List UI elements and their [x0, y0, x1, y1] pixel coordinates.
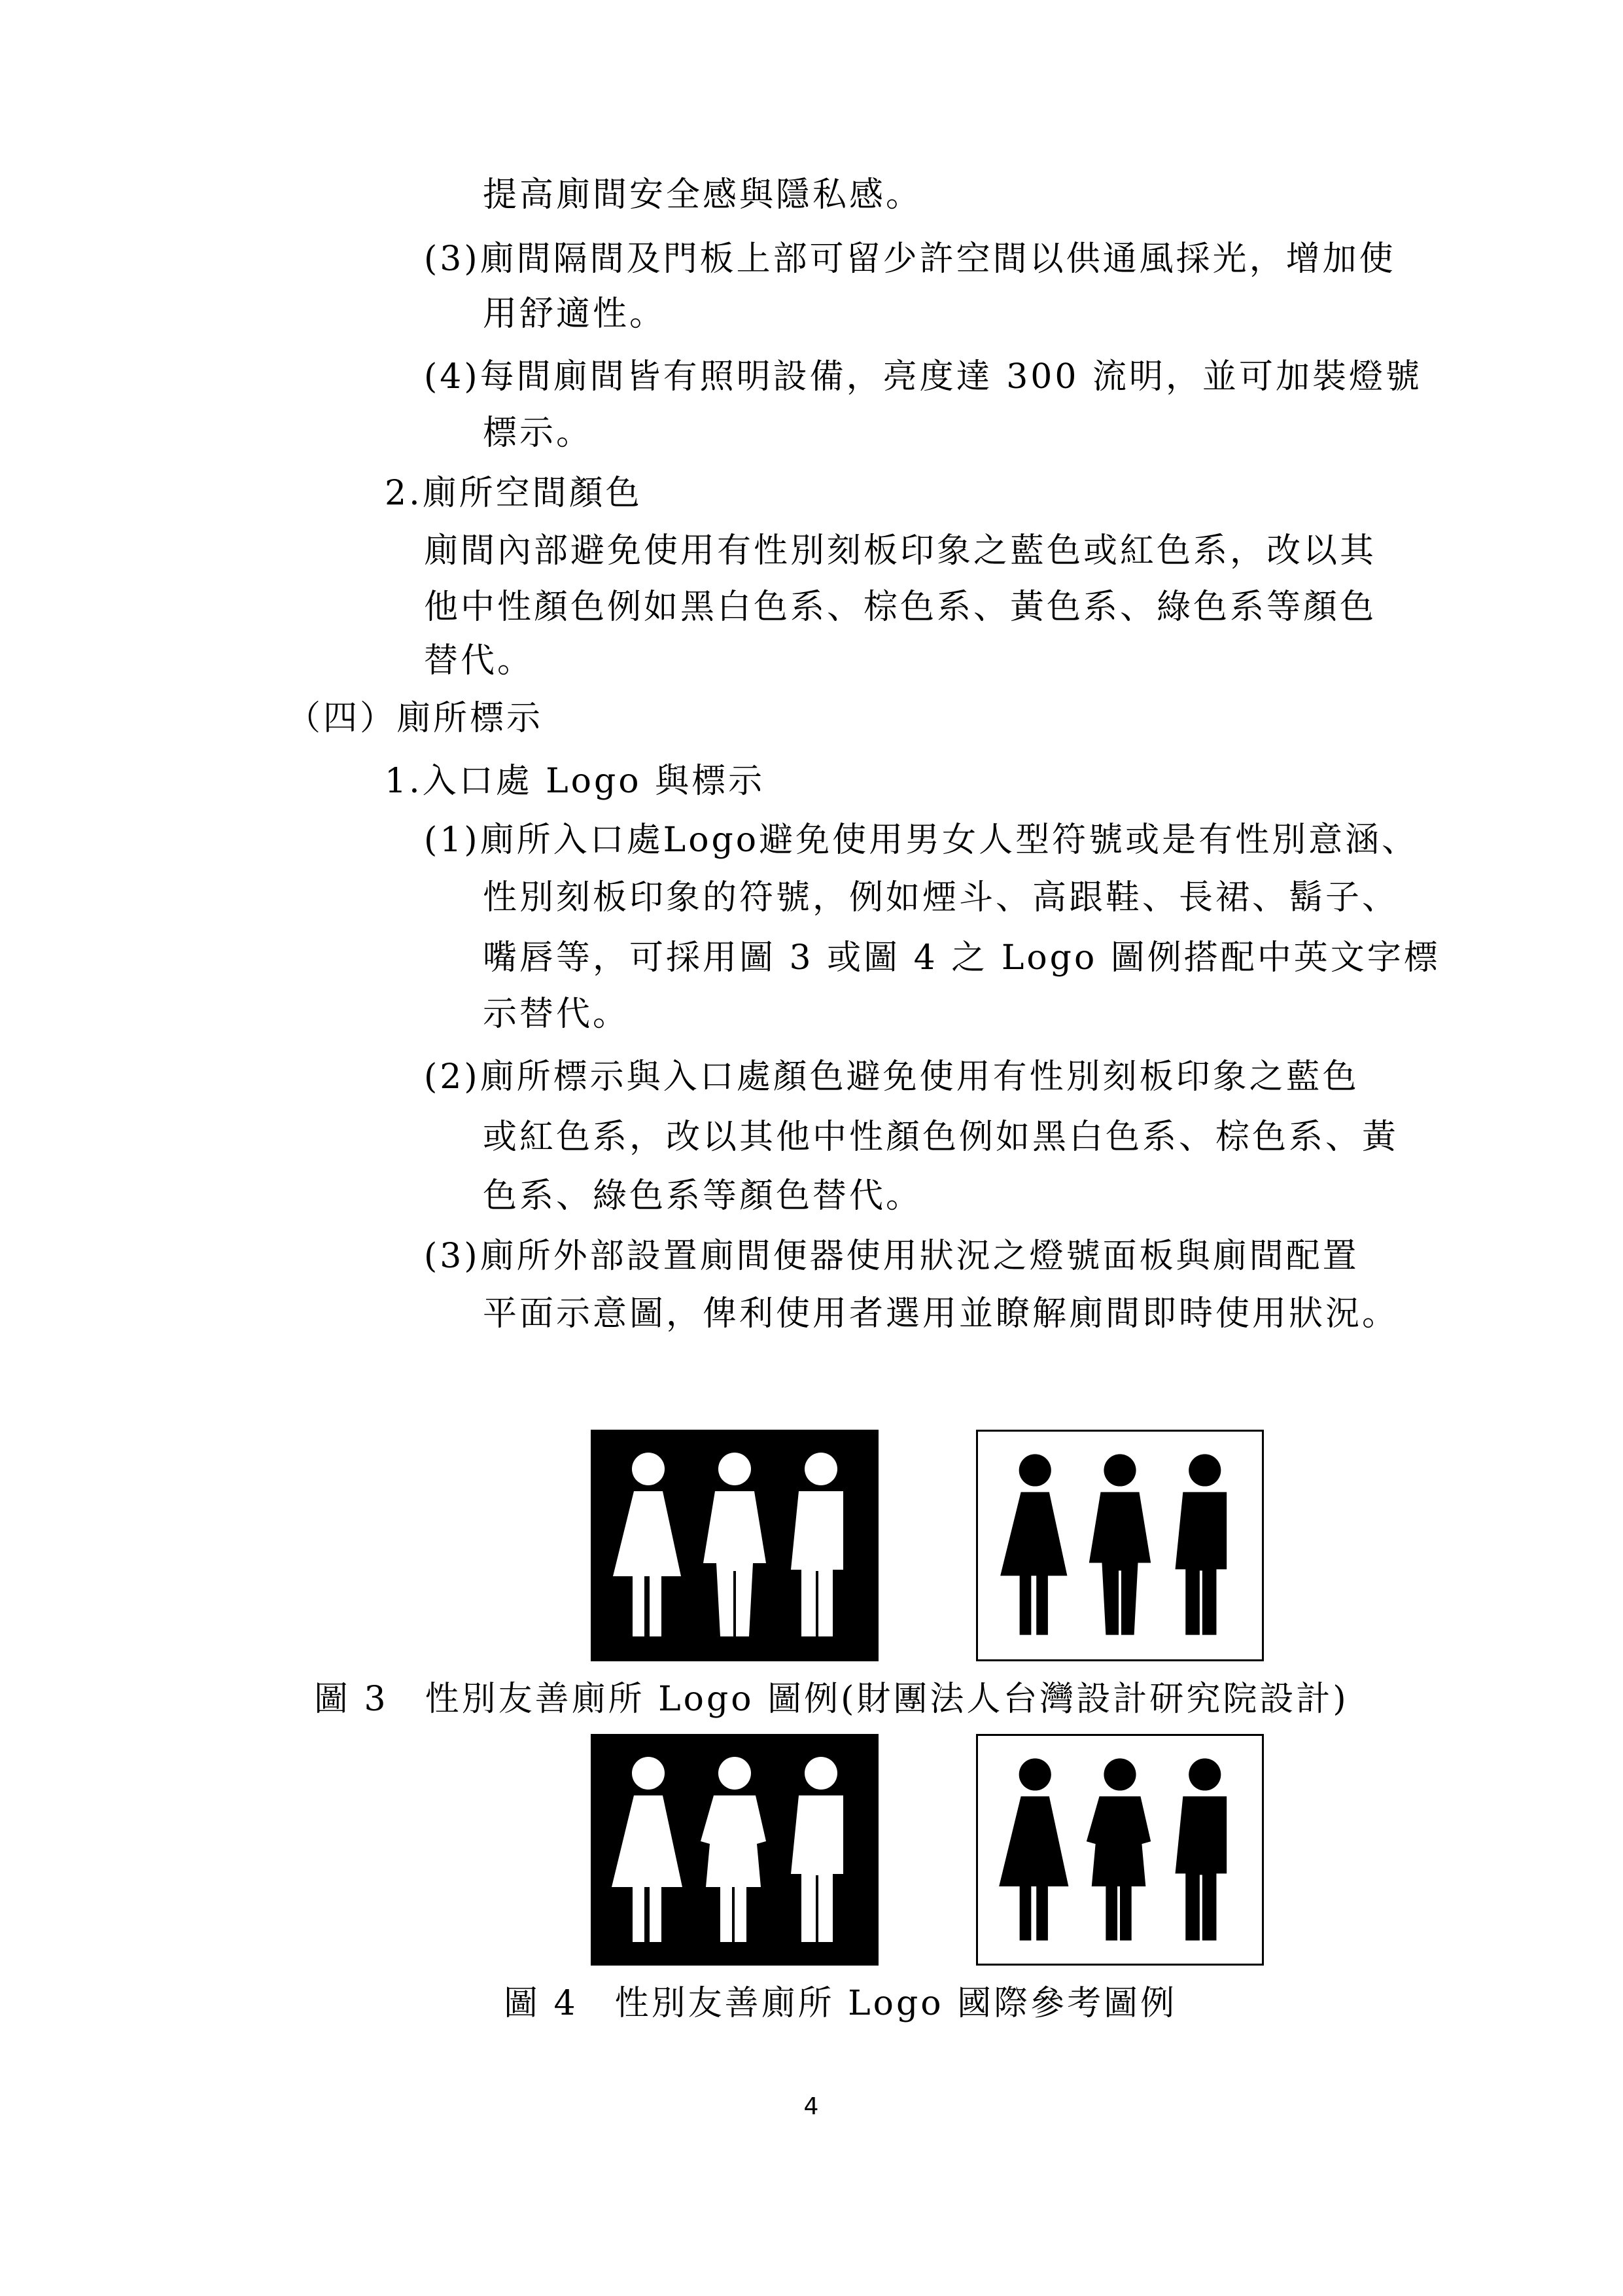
section-heading-4: （四）廁所標示 [287, 699, 544, 738]
figure-4-logo-dark [591, 1734, 879, 1966]
section-heading-1: 1.入口處 Logo 與標示 [385, 762, 765, 801]
figure-4-logo-light [976, 1734, 1264, 1966]
text-line-17: 或紅色系，改以其他中性顏色例如黑白色系、棕色系、黃 [483, 1118, 1399, 1157]
text-line-16: (2)廁所標示與入口處顏色避免使用有性別刻板印象之藍色 [424, 1057, 1359, 1097]
figure-3-caption: 圖 3 性別友善廁所 Logo 圖例(財團法人台灣設計研究院設計) [314, 1680, 1349, 1719]
page-number: 4 [803, 2093, 819, 2120]
figure-3-logo-dark [591, 1430, 879, 1661]
text-line-14: 嘴唇等，可採用圖 3 或圖 4 之 Logo 圖例搭配中英文字標 [483, 938, 1440, 978]
restroom-figures-icon [591, 1734, 879, 1966]
restroom-figures-icon [591, 1430, 879, 1661]
text-line-4: (4)每間廁間皆有照明設備，亮度達 300 流明，並可加裝燈號 [424, 357, 1422, 397]
text-line-19: (3)廁所外部設置廁間便器使用狀況之燈號面板與廁間配置 [424, 1237, 1359, 1276]
text-line-3: 用舒適性。 [483, 294, 667, 334]
text-line-2: (3)廁間隔間及門板上部可留少許空間以供通風採光，增加使 [424, 239, 1396, 279]
restroom-figures-icon [978, 1736, 1262, 1964]
figure-3-logo-light [976, 1430, 1264, 1661]
text-line-13: 性別刻板印象的符號，例如煙斗、高跟鞋、長裙、鬍子、 [483, 878, 1399, 917]
text-line-12: (1)廁所入口處Logo避免使用男女人型符號或是有性別意涵、 [424, 821, 1419, 860]
text-line-7: 廁間內部避免使用有性別刻板印象之藍色或紅色系，改以其 [424, 531, 1377, 571]
text-line-5: 標示。 [483, 414, 593, 453]
text-line-20: 平面示意圖，俾利使用者選用並瞭解廁間即時使用狀況。 [483, 1294, 1399, 1333]
text-line-8: 他中性顏色例如黑白色系、棕色系、黃色系、綠色系等顏色 [424, 588, 1377, 627]
text-line-9: 替代。 [424, 641, 534, 680]
text-line-15: 示替代。 [483, 995, 630, 1034]
text-line-1: 提高廁間安全感與隱私感。 [483, 175, 923, 215]
section-heading-2: 2.廁所空間顏色 [385, 474, 642, 513]
figure-4-caption: 圖 4 性別友善廁所 Logo 國際參考圖例 [504, 1984, 1178, 2023]
restroom-figures-icon [978, 1432, 1262, 1659]
text-line-18: 色系、綠色系等顏色替代。 [483, 1176, 923, 1216]
